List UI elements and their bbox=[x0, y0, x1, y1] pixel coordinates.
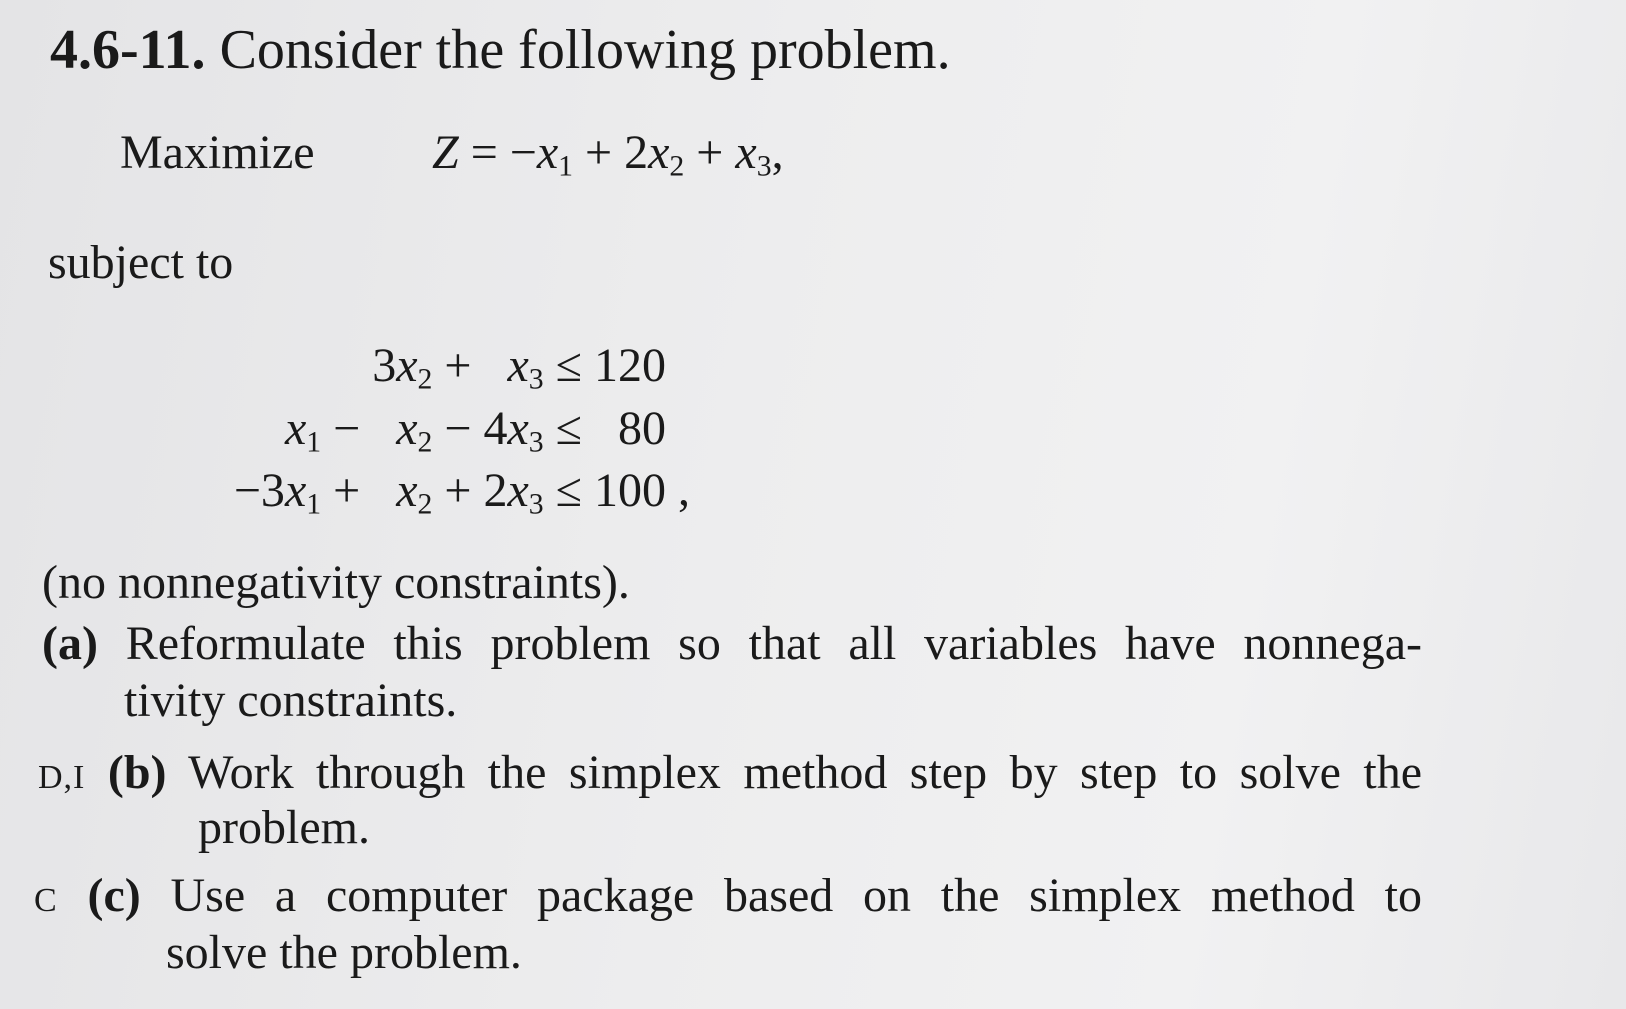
part-b-tag: D,I bbox=[38, 759, 86, 796]
part-a-text-2: tivity constraints. bbox=[124, 674, 458, 727]
part-a-label: (a) bbox=[42, 617, 98, 670]
part-c-line-1 bbox=[34, 868, 1422, 923]
subject-to-label: subject to bbox=[48, 236, 234, 289]
constraint-3: $-3x_1 + x_2 + 2x_3 \le 100$ bbox=[233, 464, 666, 521]
constraint-1: $3x_2 + x_3 \le 120$ bbox=[372, 339, 666, 396]
part-b-label: (b) bbox=[107, 746, 167, 799]
part-b-text-1: Work through the simplex method step by step to solve the bbox=[188, 746, 1423, 799]
constraints-end-mark: , bbox=[678, 463, 690, 516]
part-a-line-1 bbox=[42, 616, 1422, 671]
part-c-text-1: Use a computer package based on the simplex method to bbox=[170, 869, 1423, 922]
part-b-line-1 bbox=[38, 745, 1422, 800]
part-b-text-2: problem. bbox=[198, 801, 370, 854]
problem-number: 4.6-11. bbox=[50, 19, 206, 81]
part-a-text-1: Reformulate this problem so that all variables have nonnega- bbox=[125, 617, 1422, 670]
objective-label: Maximize bbox=[120, 126, 315, 179]
problem-heading bbox=[50, 18, 951, 82]
constraint-2: $x_1 - x_2 - 4x_3 \le 80$ bbox=[284, 402, 666, 459]
part-c-text-2: solve the problem. bbox=[166, 926, 522, 979]
part-c-tag: C bbox=[34, 882, 58, 919]
objective-function: $Z = -x_1 + 2x_2 + x_3$, bbox=[432, 126, 784, 183]
nonnegativity-note: (no nonnegativity constraints). bbox=[42, 556, 630, 609]
part-c-label: (c) bbox=[87, 869, 141, 922]
problem-intro: Consider the following problem. bbox=[219, 19, 951, 81]
